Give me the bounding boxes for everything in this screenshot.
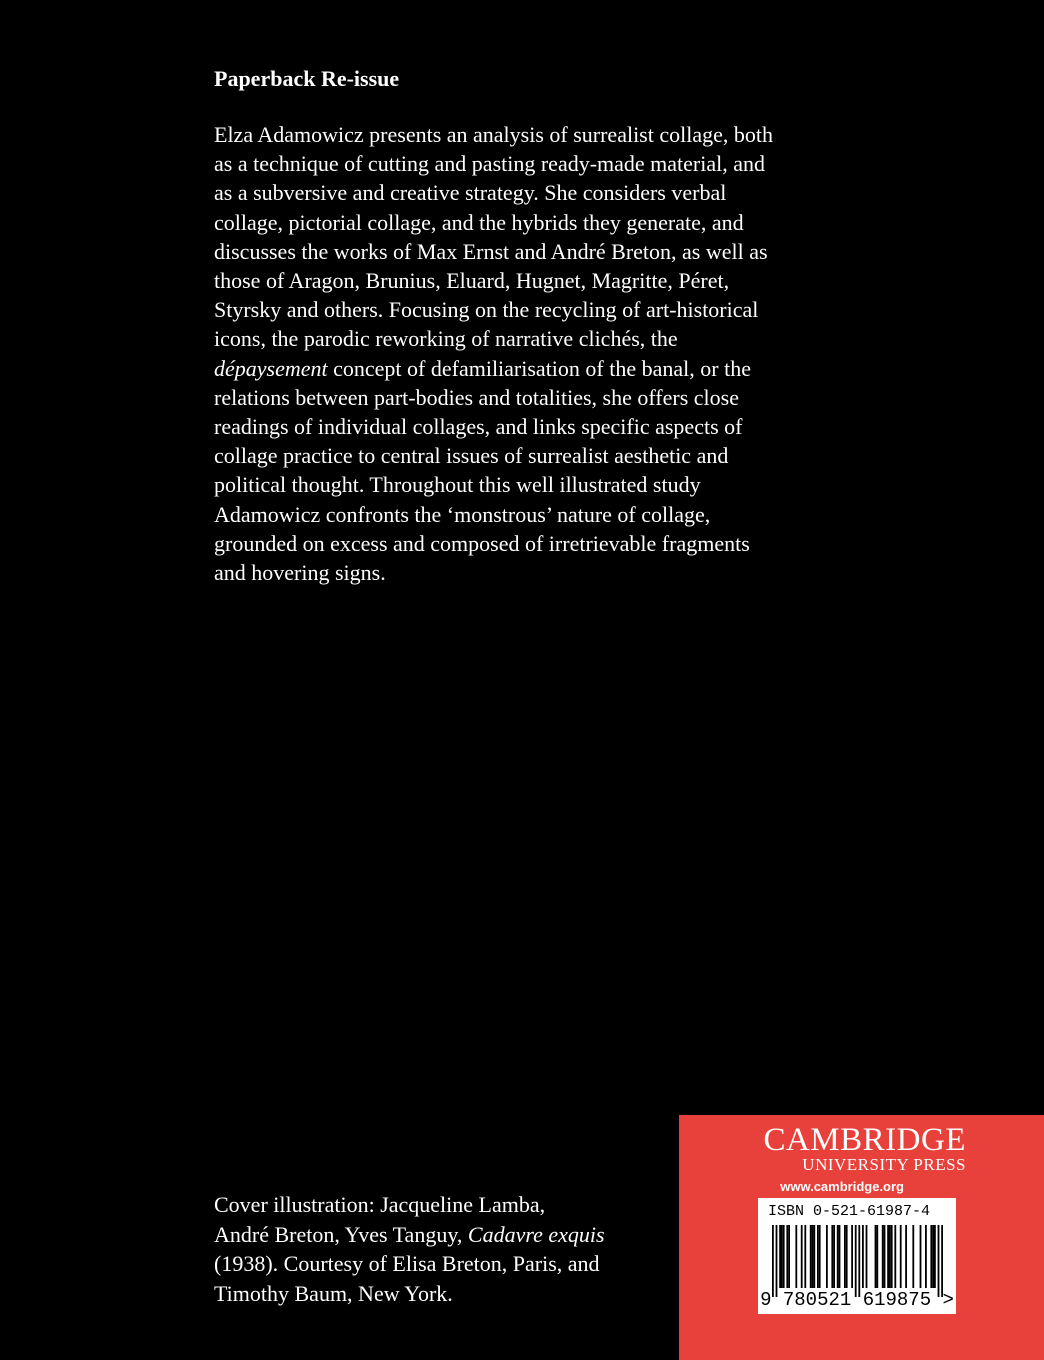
barcode-bar xyxy=(858,1225,860,1297)
text-line xyxy=(214,1279,664,1309)
text-segment: readings of individual collages, and links specific aspects of xyxy=(214,414,743,440)
publisher-name: CAMBRIDGE xyxy=(763,1122,966,1158)
barcode-bar xyxy=(851,1225,853,1288)
barcode-digits: 9 780521 619875 > xyxy=(760,1289,954,1311)
barcode-bar xyxy=(882,1225,884,1288)
heading: Paperback Re-issue xyxy=(214,66,400,91)
text-line xyxy=(214,120,854,149)
barcode-bar xyxy=(804,1225,806,1288)
text-line xyxy=(214,324,854,353)
text-segment: (1938). Courtesy of Elisa Breton, Paris, and xyxy=(214,1251,600,1276)
text-segment: Cover illustration: Jacqueline Lamba, xyxy=(214,1192,546,1217)
barcode-bar xyxy=(788,1225,790,1288)
text-line xyxy=(214,529,854,558)
text-line xyxy=(214,1190,664,1220)
barcode-bar xyxy=(810,1225,812,1288)
barcode-bar xyxy=(905,1225,907,1288)
barcode-bar xyxy=(786,1225,788,1288)
barcode-bar xyxy=(930,1225,932,1288)
text-segment: Adamowicz confronts the ‘monstrous’ nature of collage, xyxy=(214,501,711,527)
barcode-bar xyxy=(844,1225,846,1288)
barcode-bar xyxy=(884,1225,886,1288)
text-segment: as a technique of cutting and pasting ready-made material, and xyxy=(214,151,766,177)
text-segment: those of Aragon, Brunius, Eluard, Hugnet, Magritte, Péret, xyxy=(214,268,730,294)
barcode-bar xyxy=(833,1225,835,1288)
text-line xyxy=(214,1249,664,1279)
barcode-bar xyxy=(812,1225,814,1288)
text-segment: Styrsky and others. Focusing on the recycling of art-historical xyxy=(214,297,759,323)
italic-text: Cadavre exquis xyxy=(467,1221,605,1247)
barcode-bar xyxy=(876,1225,878,1288)
barcode-bar xyxy=(846,1225,848,1288)
text-line xyxy=(214,383,854,412)
barcode-bar xyxy=(925,1225,927,1288)
text-line xyxy=(214,237,854,266)
text-line xyxy=(214,295,854,324)
barcode-bar xyxy=(839,1225,841,1288)
barcode-bar xyxy=(817,1225,819,1288)
text-segment: Timothy Baum, New York. xyxy=(214,1280,453,1306)
barcode-bar xyxy=(934,1225,936,1288)
cover-credit xyxy=(214,1190,664,1308)
barcode-bar xyxy=(912,1225,914,1288)
italic-text: dépaysement xyxy=(214,355,328,381)
barcode-bar xyxy=(783,1225,785,1288)
text-segment: and hovering signs. xyxy=(214,560,386,586)
text-line xyxy=(214,412,854,441)
publisher-subtitle: UNIVERSITY PRESS xyxy=(802,1155,966,1174)
barcode-bar xyxy=(875,1225,877,1288)
text-segment: political thought. Throughout this well illustrated study xyxy=(214,472,701,498)
isbn-label: ISBN 0-521-61987-4 xyxy=(768,1203,931,1220)
barcode-bar xyxy=(795,1225,797,1288)
text-line xyxy=(214,208,854,237)
text-segment: collage, pictorial collage, and the hybrids they generate, and xyxy=(214,209,744,235)
barcode-bar xyxy=(932,1225,934,1288)
text-segment: discusses the works of Max Ernst and André Breton, as well as xyxy=(214,238,768,264)
text-segment: Elza Adamowicz presents an analysis of surrealist collage, both xyxy=(214,122,773,147)
text-line xyxy=(214,441,854,470)
publisher-url[interactable]: www.cambridge.org xyxy=(780,1179,904,1194)
text-line xyxy=(214,558,854,587)
text-line xyxy=(214,178,854,207)
barcode-bar xyxy=(891,1225,893,1288)
barcode-bar xyxy=(900,1225,902,1288)
barcode-bar xyxy=(819,1225,821,1288)
text-segment: icons, the parodic reworking of narrative clichés, the xyxy=(214,326,678,352)
text-segment: concept of defamiliarisation of the banal, or the xyxy=(327,355,751,381)
barcode-bar xyxy=(831,1225,833,1288)
barcode-bar xyxy=(772,1225,774,1297)
barcode-bar xyxy=(779,1225,781,1288)
text-line xyxy=(214,500,854,529)
barcode-bar xyxy=(826,1225,828,1288)
text-line xyxy=(214,354,854,383)
barcode-bar xyxy=(855,1225,857,1297)
text-line xyxy=(214,149,854,178)
barcode-bar xyxy=(837,1225,839,1288)
barcode-bar xyxy=(776,1225,778,1297)
barcode-bar xyxy=(887,1225,889,1288)
publisher-panel xyxy=(679,1115,1044,1360)
barcode-bar xyxy=(894,1225,896,1288)
text-line xyxy=(214,1220,664,1250)
text-line xyxy=(214,470,854,499)
barcode-bar xyxy=(938,1225,940,1297)
text-segment: as a subversive and creative strategy. She considers verbal xyxy=(214,180,727,206)
barcode-bar xyxy=(920,1225,922,1288)
barcode-bar xyxy=(813,1225,815,1288)
text-segment: André Breton, Yves Tanguy, xyxy=(214,1221,468,1247)
barcode-bar xyxy=(862,1225,864,1288)
barcode-bar xyxy=(781,1225,783,1288)
text-segment: collage practice to central issues of surrealist aesthetic and xyxy=(214,443,729,469)
text-segment: relations between part-bodies and totalities, she offers close xyxy=(214,384,739,410)
text-segment: grounded on excess and composed of irretrievable fragments xyxy=(214,530,750,556)
barcode-bar xyxy=(801,1225,803,1288)
barcode-bar xyxy=(866,1225,868,1288)
barcode-bar xyxy=(941,1225,943,1297)
barcode-bar xyxy=(889,1225,891,1288)
text-line xyxy=(214,266,854,295)
blurb-paragraph xyxy=(214,120,854,587)
barcode-box xyxy=(758,1198,956,1314)
